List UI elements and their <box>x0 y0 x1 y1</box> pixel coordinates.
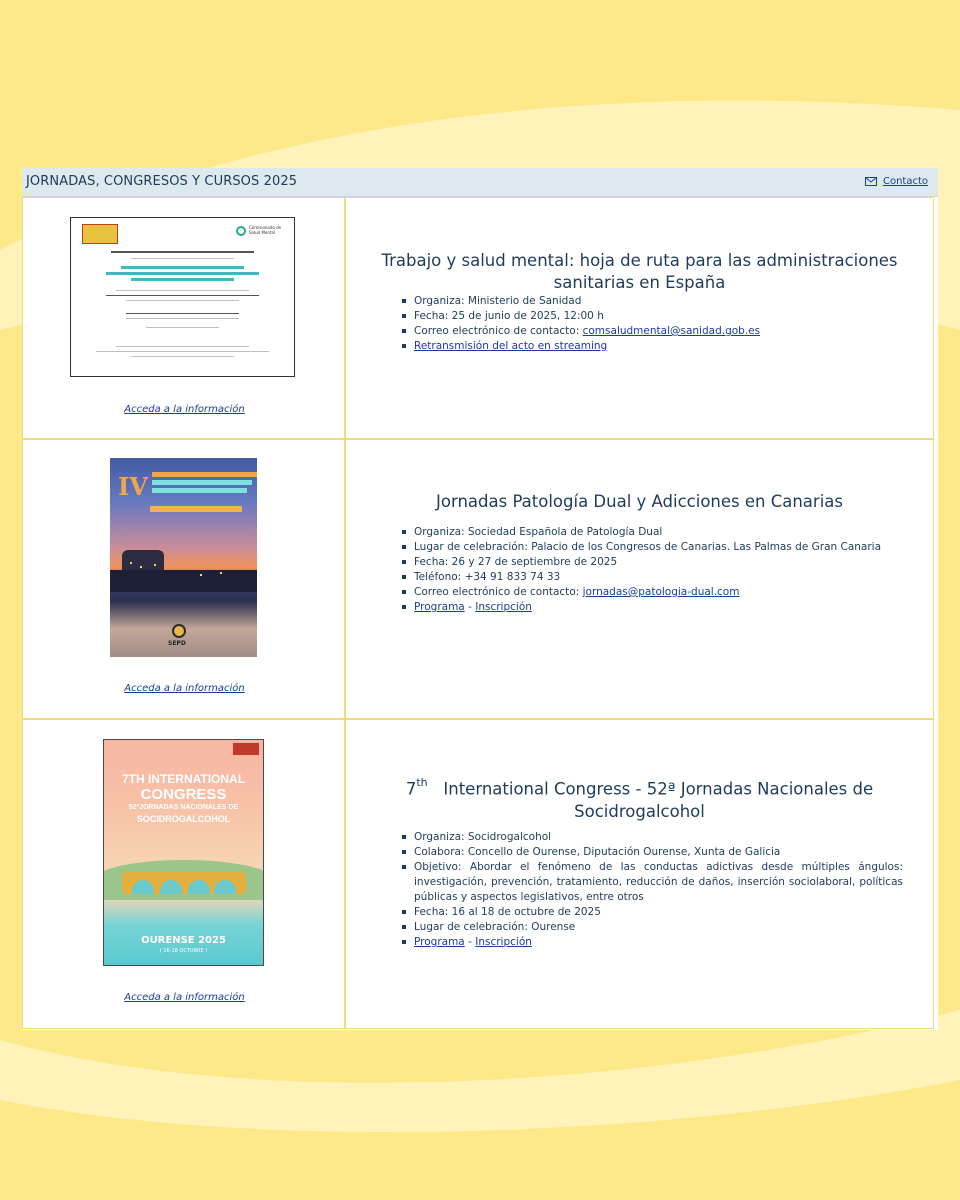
event-3-colabora: Colabora: Concello de Ourense, Diputación Ourense, Xunta de Galicia <box>402 845 903 860</box>
poster-text-line <box>131 356 234 357</box>
event-2-details-list <box>402 525 903 615</box>
event-3-title <box>376 774 903 823</box>
comisionado-logo <box>236 226 284 240</box>
event-2-lugar: Lugar de celebración: Palacio de los Congresos de Canarias. Las Palmas de Gran Canaria <box>402 540 903 555</box>
event-3-title-number: 7 <box>405 779 417 799</box>
event-1-image-cell <box>23 198 346 438</box>
poster-light <box>220 572 222 574</box>
poster-text-line <box>116 290 249 291</box>
poster-light <box>130 562 132 564</box>
poster-text-line <box>126 313 239 314</box>
event-2-correo: Correo electrónico de contacto: jornadas@patologia-dual.com <box>402 585 903 600</box>
event-1-streaming <box>402 339 903 354</box>
event-2-organiza: Organiza: Sociedad Española de Patología Dual <box>402 525 903 540</box>
event-3-lugar: Lugar de celebración: Ourense <box>402 920 903 935</box>
event-3-links: Programa - Inscripción <box>402 935 903 950</box>
event-1-correo: Correo electrónico de contacto: comsaludmental@sanidad.gob.es <box>402 324 903 339</box>
comisionado-ring-icon <box>236 226 246 236</box>
event-1-access-link[interactable]: Acceda a la información <box>124 404 245 415</box>
event-3-access-link[interactable]: Acceda a la información <box>124 992 245 1003</box>
poster-heading-line <box>121 266 244 269</box>
event-2-email-link[interactable]: jornadas@patologia-dual.com <box>582 586 740 598</box>
sepd-seal-icon <box>172 624 186 638</box>
event-1-email-link[interactable]: comsaludmental@sanidad.gob.es <box>582 325 761 337</box>
event-3-fecha: Fecha: 16 al 18 de octubre de 2025 <box>402 905 903 920</box>
sepd-seal-text: SEPD <box>168 640 186 647</box>
poster-text-line <box>131 258 234 259</box>
event-3-details-list <box>402 830 903 950</box>
event-row-2 <box>22 439 934 719</box>
poster-text-line <box>106 295 259 296</box>
event-2-inscripcion-link[interactable]: Inscripción <box>475 601 532 613</box>
panel-header <box>22 168 938 197</box>
event-1-fecha: Fecha: 25 de junio de 2025, 12:00 h <box>402 309 903 324</box>
poster-text-line <box>126 300 239 301</box>
event-3-poster[interactable] <box>103 739 264 966</box>
poster-line-2: CONGRESS <box>140 786 227 803</box>
poster-line-4: SOCIDROGALCOHOL <box>136 814 231 824</box>
event-2-telefono: Teléfono: +34 91 833 74 33 <box>402 570 903 585</box>
contact-label: Contacto <box>882 176 928 187</box>
poster-light <box>200 574 202 576</box>
event-1-poster[interactable] <box>70 217 295 377</box>
poster-heading-line <box>131 278 234 281</box>
poster-city: OURENSE 2025 <box>141 935 226 946</box>
poster-heading-line <box>106 272 259 275</box>
poster-text-line <box>116 346 249 347</box>
event-3-programa-link[interactable]: Programa <box>414 936 465 948</box>
event-3-details-cell <box>346 720 933 1028</box>
event-1-title: Trabajo y salud mental: hoja de ruta para las administraciones sanitarias en España <box>381 251 898 292</box>
poster-text-line <box>111 251 254 253</box>
event-2-fecha: Fecha: 26 y 27 de septiembre de 2025 <box>402 555 903 570</box>
event-1-details-list <box>402 294 903 354</box>
poster-text-line <box>126 318 239 319</box>
poster-text-line <box>152 472 257 477</box>
poster-corner-logo <box>233 743 259 755</box>
poster-text-line <box>96 351 269 352</box>
event-row-1 <box>22 197 934 439</box>
event-3-title-sup: th <box>416 776 428 789</box>
event-2-links: Programa - Inscripción <box>402 600 903 615</box>
poster-date-bar <box>150 506 242 512</box>
event-2-access-link[interactable]: Acceda a la información <box>124 683 245 694</box>
contact-link[interactable] <box>865 176 928 187</box>
event-1-streaming-link[interactable]: Retransmisión del acto en streaming <box>414 340 608 352</box>
poster-dates: ( 16-18 OCTUBRE ) <box>159 948 208 954</box>
event-2-details-cell <box>346 440 933 718</box>
poster-text-line <box>146 327 219 328</box>
event-3-objetivo: Objetivo: Abordar el fenómeno de las conductas adictivas desde múltiples ángulos: investigación, prevención, tratamiento, reducción de daños, inserción sociolaboral, políticas públicas y aspectos legislativos, entre otros <box>402 860 903 905</box>
comisionado-logo-text: Comisionado de Salud Mental <box>249 225 282 235</box>
event-2-programa-link[interactable]: Programa <box>414 601 465 613</box>
panel-title: JORNADAS, CONGRESOS Y CURSOS 2025 <box>26 174 298 189</box>
poster-line-1: 7TH INTERNATIONAL <box>121 772 246 786</box>
event-3-image-cell <box>23 720 346 1028</box>
poster-light <box>140 566 142 568</box>
event-3-organiza: Organiza: Socidrogalcohol <box>402 830 903 845</box>
event-2-title: Jornadas Patología Dual y Adicciones en Canarias <box>436 492 843 511</box>
poster-line-3: 52ªJORNADAS NACIONALES DE <box>128 804 239 811</box>
event-2-image-cell <box>23 440 346 718</box>
events-panel <box>22 168 938 1030</box>
mail-icon <box>865 177 877 186</box>
event-2-poster[interactable] <box>110 458 257 657</box>
event-3-title-rest: International Congress - 52ª Jornadas Nacionales de Socidrogalcohol <box>443 779 874 821</box>
event-row-3 <box>22 719 934 1029</box>
poster-light <box>154 564 156 566</box>
poster-text-line <box>152 488 247 493</box>
poster-text-line <box>152 480 252 485</box>
poster-skyline <box>110 570 257 592</box>
event-1-organiza: Organiza: Ministerio de Sanidad <box>402 294 903 309</box>
event-1-details-cell <box>346 198 933 438</box>
spain-government-logo <box>82 224 118 244</box>
event-3-inscripcion-link[interactable]: Inscripción <box>475 936 532 948</box>
poster-roman-numeral: IV <box>118 472 148 501</box>
